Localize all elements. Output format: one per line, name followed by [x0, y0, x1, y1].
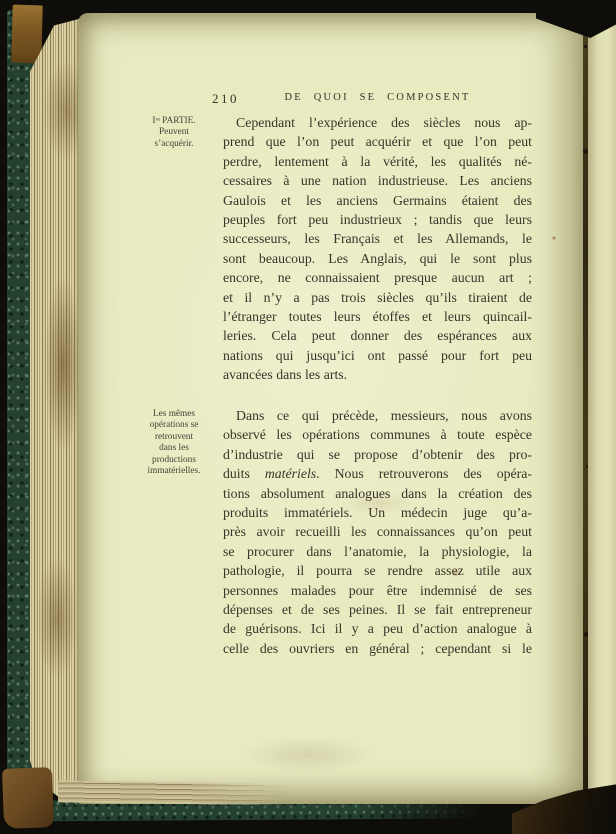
gutter-specks: [584, 45, 587, 48]
text-line: s’acquérir.: [154, 138, 194, 149]
text-line: nations qui jusqu’ici ont passé pour fort peu: [223, 347, 532, 363]
paragraph-2: [223, 406, 532, 658]
text-line: leries. Cela peut donner des espérances aux: [223, 328, 532, 344]
text-line: opérations se: [149, 420, 199, 431]
text-line: Les mêmes: [152, 409, 196, 419]
text-line: perdre, lentement à la vérité, les qualités né-: [223, 153, 532, 169]
text-line: peuples fort peu industrieux ; tandis que leurs: [223, 211, 532, 227]
text-line: Peuvent: [159, 127, 189, 138]
text-line: Cependant l’expérience des siècles nous ap-: [236, 115, 532, 130]
paragraph-1: [223, 113, 532, 384]
text-line: de guérisons. Ici il y a peu d’action analogue à: [223, 621, 532, 637]
text-line: immatérielles.: [147, 466, 201, 477]
text-line: avancées dans les arts.: [223, 367, 348, 383]
text-line: l’étranger toutes leurs étoffes et leurs quincail-: [223, 308, 532, 324]
text-line: sont beaucoup. Les Anglais, qui le sont plus: [223, 250, 532, 266]
text-line: Iʳᵉ PARTIE.: [152, 116, 196, 126]
spine-tape-repair: [11, 5, 43, 64]
bottom-page-edges: [58, 780, 290, 805]
text-line: personnes malades pour être indemnisé de ses: [223, 582, 532, 598]
text-line: près avoir recueilli les connaissances qu’on peut: [223, 524, 532, 540]
text-line: successeurs, les Français et les Allemands, le: [223, 231, 532, 247]
text-line: et il n’y a pas trois siècles qu’ils tiraient de: [223, 289, 532, 305]
text-line: duits matériels. Nous retrouverons des opéra-: [223, 466, 532, 482]
text-line: d’industrie qui se propose d’obtenir des pro-: [223, 446, 532, 462]
text-line: dépenses et de ses peines. Il se fait entrepreneur: [223, 601, 532, 617]
text-line: observé les opérations communes à toute espèce: [223, 427, 532, 443]
running-title: DE QUOI SE COMPOSENT: [284, 92, 471, 103]
text-line: pathologie, il pourra se rendre assez utile aux: [223, 563, 532, 579]
sidenote-part-label: [128, 116, 220, 150]
book-cover-left-edge: [7, 10, 34, 824]
leather-corner: [2, 767, 54, 829]
facing-page-sliver: [588, 18, 616, 790]
text-line: encore, ne connaissaient presque aucun art ;: [223, 270, 532, 286]
text-line: productions: [152, 454, 196, 465]
text-line: dans les: [159, 443, 189, 454]
text-line: Gaulois et les anciens Germains étaient des: [223, 192, 532, 208]
page-number: 210: [212, 91, 239, 106]
book-page: [78, 13, 587, 804]
text-line: retrouvent: [154, 431, 194, 442]
text-line: produits immatériels. Un médecin juge qu’a-: [223, 504, 532, 520]
text-line: celle des ouvriers en général ; cependant si le: [223, 640, 532, 656]
sidenote-immaterial-products: [128, 409, 220, 477]
text-line: prend que l’on peut acquérir et que l’on peut: [223, 134, 532, 150]
text-line: Dans ce qui précède, messieurs, nous avons: [236, 408, 532, 423]
text-line: tions absolument analogues dans la création des: [223, 485, 532, 501]
text-line: se procurer dans l’anatomie, la physiologie, la: [223, 543, 532, 559]
text-line: cessaires à une nation industrieuse. Les anciens: [223, 173, 532, 189]
